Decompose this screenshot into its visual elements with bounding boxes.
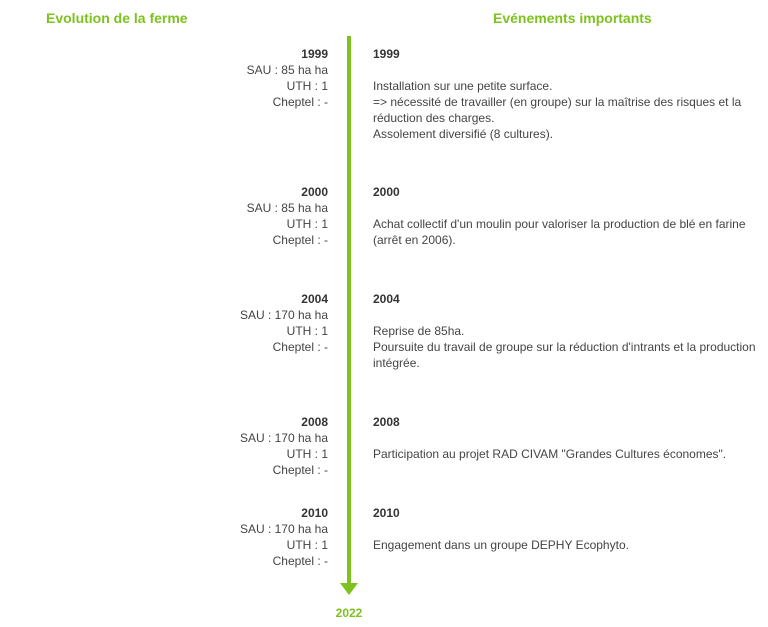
farm-year: 2000: [301, 185, 328, 199]
event-year: 2010: [373, 506, 400, 520]
farm-status-2010: [128, 505, 328, 569]
farm-sau: SAU : 170 ha ha: [239, 431, 328, 445]
event-1999: [373, 46, 763, 142]
farm-cheptel: Cheptel : -: [272, 463, 328, 477]
farm-year: 2004: [301, 292, 328, 306]
farm-cheptel: Cheptel : -: [272, 233, 328, 247]
farm-uth: UTH : 1: [286, 217, 328, 231]
event-line: Poursuite du travail de groupe sur la réduction d'intrants et la production: [373, 340, 756, 354]
event-line: intégrée.: [373, 356, 420, 370]
event-line: Participation au projet RAD CIVAM "Grandes Cultures économes".: [373, 447, 727, 461]
farm-cheptel: Cheptel : -: [272, 95, 328, 109]
farm-status-2008: [128, 414, 328, 478]
event-2008: [373, 414, 763, 462]
farm-cheptel: Cheptel : -: [272, 340, 328, 354]
farm-year: 2010: [301, 506, 328, 520]
event-line: Assolement diversifié (8 cultures).: [373, 127, 554, 141]
event-line: => nécessité de travailler (en groupe) sur la maîtrise des risques et la: [373, 95, 742, 109]
event-2010: [373, 505, 763, 553]
event-line: Installation sur une petite surface.: [373, 79, 553, 93]
farm-uth: UTH : 1: [286, 79, 328, 93]
event-year: 1999: [373, 47, 400, 61]
farm-evolution-heading: Evolution de la ferme: [46, 10, 188, 26]
event-year: 2000: [373, 185, 400, 199]
farm-sau: SAU : 85 ha ha: [246, 201, 328, 215]
timeline-axis: [347, 36, 351, 584]
farm-year: 1999: [301, 47, 328, 61]
farm-status-2004: [128, 291, 328, 355]
event-year: 2008: [373, 415, 400, 429]
farm-sau: SAU : 170 ha ha: [239, 522, 328, 536]
key-events-heading: Evénements importants: [493, 10, 652, 26]
event-line: Engagement dans un groupe DEPHY Ecophyto.: [373, 538, 629, 552]
event-line: (arrêt en 2006).: [373, 233, 456, 247]
farm-uth: UTH : 1: [286, 324, 328, 338]
event-year: 2004: [373, 292, 400, 306]
farm-sau: SAU : 85 ha ha: [246, 63, 328, 77]
event-2000: [373, 184, 763, 248]
farm-cheptel: Cheptel : -: [272, 554, 328, 568]
farm-sau: SAU : 170 ha ha: [239, 308, 328, 322]
event-line: réduction des charges.: [373, 111, 495, 125]
event-line: Achat collectif d'un moulin pour valoriser la production de blé en farine: [373, 217, 746, 231]
farm-status-1999: [128, 46, 328, 110]
timeline-end-year: 2022: [335, 606, 363, 620]
event-2004: [373, 291, 763, 371]
farm-status-2000: [128, 184, 328, 248]
farm-uth: UTH : 1: [286, 538, 328, 552]
farm-uth: UTH : 1: [286, 447, 328, 461]
farm-year: 2008: [301, 415, 328, 429]
timeline-arrow-icon: [340, 583, 358, 595]
event-line: Reprise de 85ha.: [373, 324, 465, 338]
